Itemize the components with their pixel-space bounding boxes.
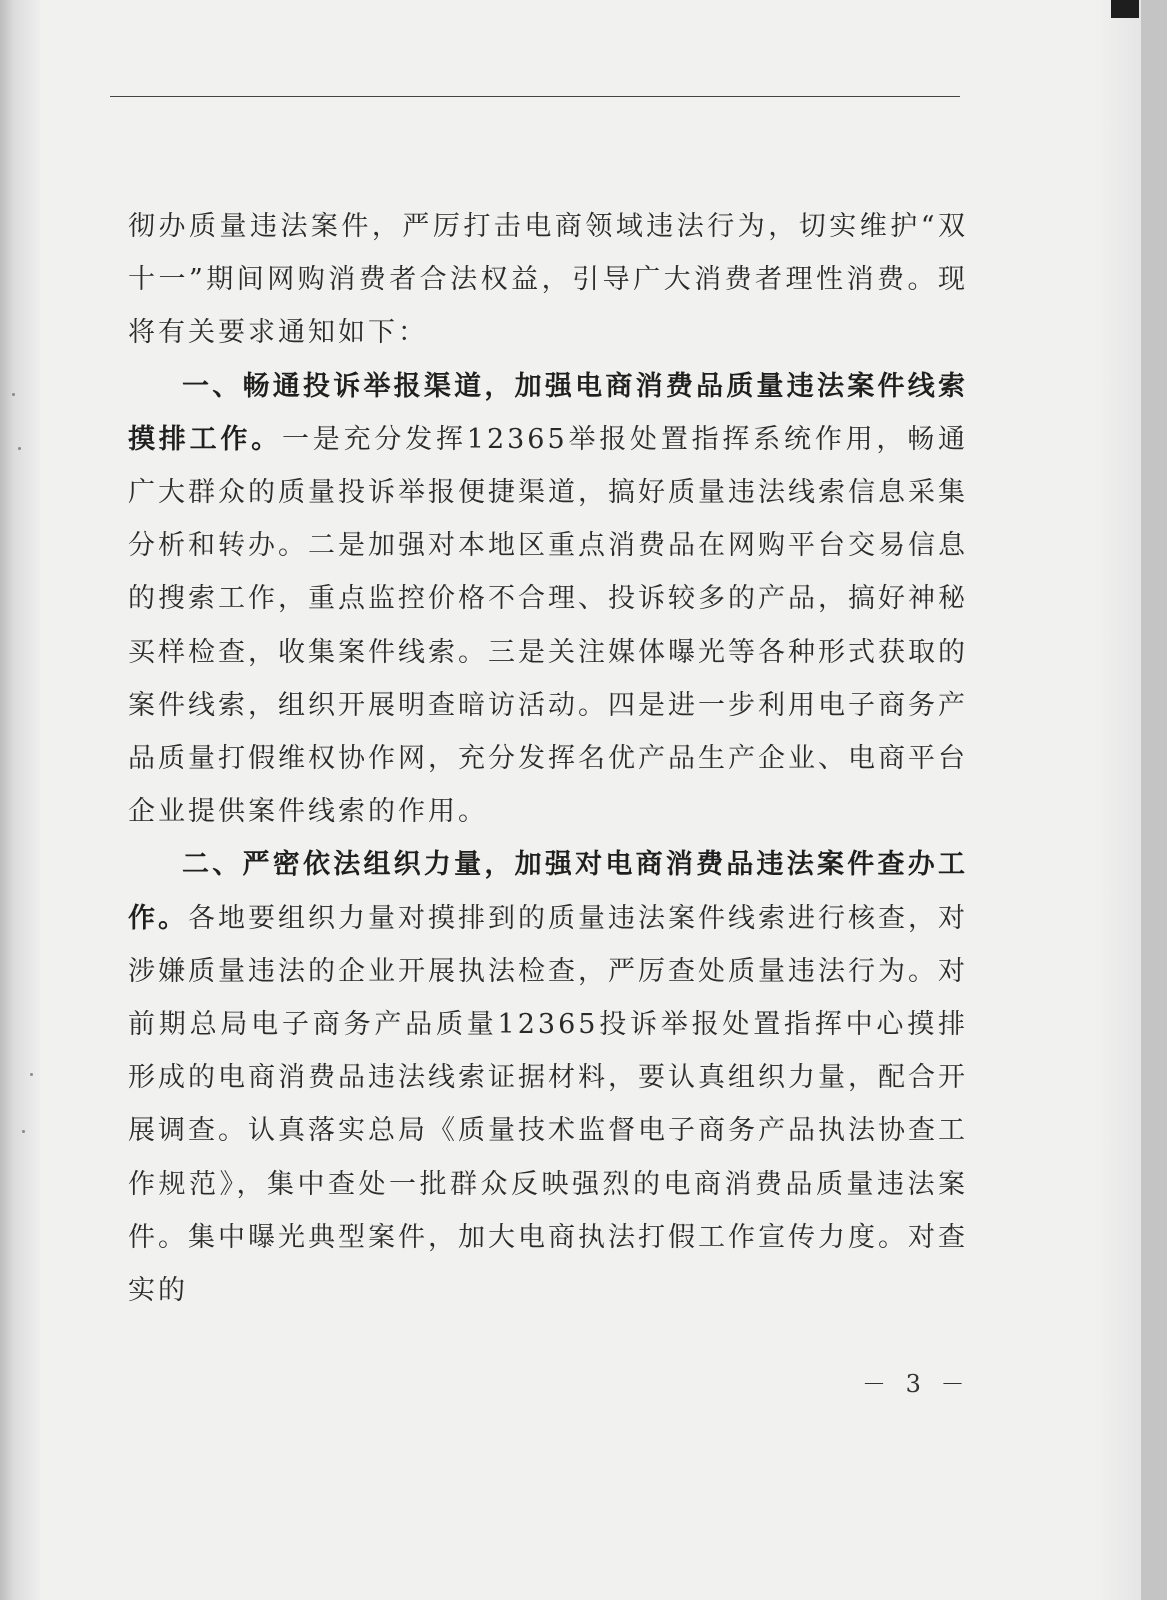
section-1-body: 一是充分发挥12365举报处置指挥系统作用，畅通广大群众的质量投诉举报便捷渠道，搞好质量违法线索信息采集分析和转办。二是加强对本地区重点消费品在网购平台交易信息的搜索工作，重点监控价格不合理、投诉较多的产品，搞好神秘买样检查，收集案件线索。三是关注媒体曝光等各种形式获取的案件线索，组织开展明查暗访活动。四是进一步利用电子商务产品质量打假维权协作网，充分发挥名优产品生产企业、电商平台企业提供案件线索的作用。	[128, 423, 969, 828]
section-1-paragraph	[128, 360, 968, 839]
bleed-mark	[12, 393, 15, 396]
section-2-body: 各地要组织力量对摸排到的质量违法案件线索进行核查，对涉嫌质量违法的企业开展执法检查，严厉查处质量违法行为。对前期总局电子商务产品质量12365投诉举报处置指挥中心摸排形成的电商消费品违法线索证据材料，要认真组织力量，配合开展调查。认真落实总局《质量技术监督电子商务产品执法协查工作规范》，集中查处一批群众反映强烈的电商消费品质量违法案件。集中曝光典型案件，加大电商执法打假工作宣传力度。对查实的	[128, 902, 968, 1307]
section-2-paragraph	[128, 838, 968, 1317]
section-1-heading: 一、畅通投诉举报渠道，加强电商消费品质量违法案件线索摸排工作。	[128, 370, 968, 455]
scan-corner-mark	[1111, 0, 1139, 18]
bleed-mark	[22, 1130, 25, 1133]
header-rule	[110, 96, 960, 97]
section-2-heading: 二、严密依法组织力量，加强对电商消费品违法案件查办工作。	[128, 849, 968, 934]
bleed-mark	[18, 447, 21, 450]
scan-right-strip	[1141, 0, 1167, 1600]
bleed-mark	[30, 1073, 33, 1076]
page-number: － 3 －	[862, 1370, 971, 1398]
intro-paragraph	[128, 200, 968, 360]
scan-left-edge	[0, 0, 40, 1600]
document-body	[128, 200, 968, 1317]
intro-text: 彻办质量违法案件，严厉打击电商领域违法行为，切实维护“双十一”期间网购消费者合法权益，引导广大消费者理性消费。现将有关要求通知如下：	[128, 211, 968, 349]
